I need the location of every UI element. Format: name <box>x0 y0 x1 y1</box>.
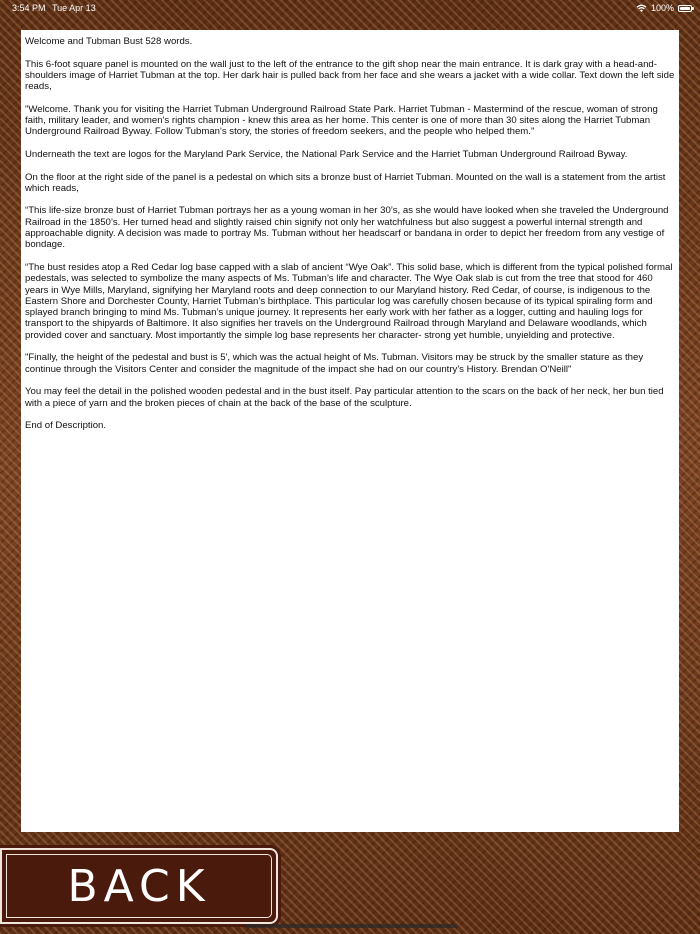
status-indicators <box>636 0 692 16</box>
back-button[interactable] <box>0 848 278 924</box>
status-date: Tue Apr 13 <box>52 3 96 13</box>
description-paragraph: On the floor at the right side of the panel is a pedestal on which sits a bronze bust of Harriet Tubman. Mounted on the wall is a statement from the artist which reads, <box>25 171 666 194</box>
wifi-icon <box>636 4 647 13</box>
description-paragraph: "Finally, the height of the pedestal and bust is 5', which was the actual height of Ms. Tubman. Visitors may be struck by the smaller stature as they continue through the Visitors Center and consider the magnitude of the impact she had on our country's History. Brendan O'Neill" <box>25 352 644 375</box>
battery-percent: 100% <box>650 3 674 13</box>
description-paragraph: This 6-foot square panel is mounted on the wall just to the left of the entrance to the gift shop near the main entrance. It is dark gray with a head-and-shoulders image of Harriet Tubman at the top. Her dark hair is pulled back from her face and she wears a jacket with a wide collar. Text down the left side reads, <box>25 58 675 93</box>
battery-icon <box>678 5 692 12</box>
description-paragraph: “The bust resides atop a Red Cedar log base capped with a slab of ancient “Wye Oak”. This solid base, which is different from the typical polished formal pedestals, was selected to symbolize the many aspects of Ms. Tubman’s life and character. The Wye Oak slab is cut from the tree that stood for 460 years in Wye Mills, Maryland, signifying her Maryland roots and deep connection to our Maryland history. Red Cedar, of course, is indigenous to the Eastern Shore and Dorchester County, Harriet Tubman’s birthplace. This particular log was carefully chosen because of its typical spiraling form and splayed branch bringing to mind Ms. Tubman’s unique journey. It represents her early work with her father as a logger, cutting and hauling logs for transport to the shipyards of Baltimore. It also signifies her travels on the Underground Railroad through Maryland and Delaware woodlands, which provided cover and sanctuary. Most importantly the simple log base represents her character- strong yet humble, unyielding and protective. <box>25 261 673 341</box>
description-panel[interactable] <box>21 30 679 832</box>
description-paragraph: Welcome and Tubman Bust 528 words. <box>25 36 193 47</box>
description-paragraph: "Welcome. Thank you for visiting the Harriet Tubman Underground Railroad State Park. Harriet Tubman - Mastermind of the rescue, woman of strong faith, military leader, and women's rights champion - knew this area as her home. This center is one of more than 30 sites along the Harriet Tubman Underground Railroad Byway. Follow Tubman's story, the stories of freedom seekers, and the people who helped them." <box>25 103 658 138</box>
description-paragraph: End of Description. <box>25 420 107 432</box>
back-button-label: BACK <box>67 860 211 912</box>
home-indicator[interactable] <box>245 924 457 928</box>
description-paragraph: “This life-size bronze bust of Harriet Tubman portrays her as a young woman in her 30’s, as she would have looked when she traveled the Underground Railroad in the 1850’s. Her turned head and slightly raised chin signify not only her watchfulness but also suggest a powerful internal strength and approachable dignity. A decision was made to portray Ms. Tubman without her headscarf or bandana in order to depict her freedom from any vestige of bondage. <box>25 205 669 251</box>
status-bar <box>0 0 700 16</box>
description-paragraph: Underneath the text are logos for the Maryland Park Service, the National Park Service and the Harriet Tubman Underground Railroad Byway. <box>25 148 628 160</box>
status-time: 3:54 PM <box>12 3 46 13</box>
description-paragraph: You may feel the detail in the polished wooden pedestal and in the bust itself. Pay particular attention to the scars on the back of her neck, her bun tied with a piece of yarn and the broken pieces of chain at the back of the base of the sculpture. <box>25 386 664 409</box>
